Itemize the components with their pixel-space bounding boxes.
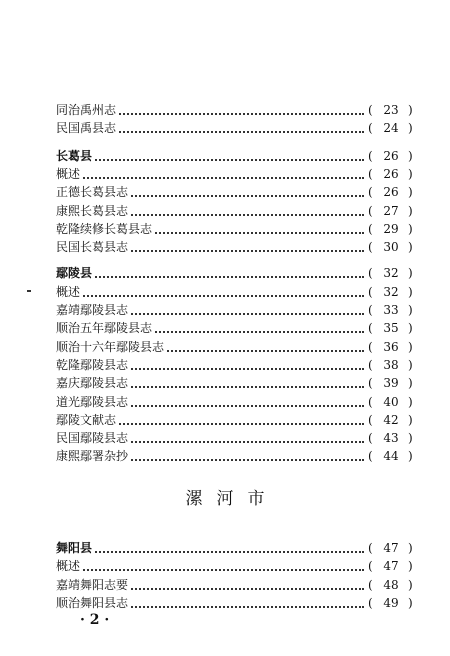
entry-title: 民国鄢陵县志	[56, 431, 129, 446]
close-bracket: )	[408, 240, 413, 255]
entry-title: 正德长葛县志	[56, 185, 129, 200]
close-bracket: )	[408, 376, 413, 391]
open-bracket: (	[368, 577, 373, 592]
entry-page-number: 32	[383, 266, 399, 281]
toc-heading	[56, 264, 416, 282]
open-bracket: (	[368, 303, 373, 317]
open-bracket: (	[368, 339, 373, 354]
entry-title: 顺治十六年鄢陵县志	[56, 339, 165, 354]
close-bracket: )	[408, 394, 413, 409]
open-bracket: (	[368, 559, 373, 574]
toc-entry	[56, 301, 416, 319]
close-bracket: )	[408, 103, 413, 117]
open-bracket: (	[368, 103, 373, 117]
open-bracket: (	[368, 148, 373, 163]
entry-title: 舞阳县	[56, 541, 93, 555]
open-bracket: (	[368, 321, 373, 336]
close-bracket: )	[408, 449, 413, 464]
entry-page-number: 30	[383, 240, 399, 255]
entry-title: 鄢陵文献志	[56, 412, 117, 427]
entry-page-number: 27	[383, 203, 399, 218]
close-bracket: )	[408, 321, 413, 336]
entry-title: 长葛县	[56, 148, 93, 163]
close-bracket: )	[408, 541, 413, 555]
entry-page-number: 44	[383, 449, 399, 464]
entry-page-number: 47	[383, 559, 399, 574]
close-bracket: )	[408, 203, 413, 218]
entry-page-number: 24	[383, 121, 399, 136]
entry-page-number: 32	[383, 284, 399, 299]
toc-entry	[56, 319, 416, 337]
close-bracket: )	[408, 185, 413, 200]
open-bracket: (	[368, 221, 373, 236]
close-bracket: )	[408, 221, 413, 236]
entry-title: 乾隆鄢陵县志	[56, 357, 129, 372]
close-bracket: )	[408, 595, 413, 610]
entry-title: 乾隆续修长葛县志	[56, 221, 153, 236]
toc-entry	[56, 447, 416, 465]
toc-entry	[56, 576, 416, 594]
toc-entry	[56, 238, 416, 256]
entry-page-number: 48	[383, 577, 399, 592]
toc-entry	[56, 429, 416, 447]
entry-page-number: 47	[383, 541, 399, 555]
open-bracket: (	[368, 240, 373, 255]
toc-heading	[56, 539, 416, 557]
close-bracket: )	[408, 303, 413, 317]
open-bracket: (	[368, 266, 373, 281]
close-bracket: )	[408, 266, 413, 281]
dot-leader	[56, 295, 364, 297]
section-title: 漯河市	[185, 489, 279, 509]
toc-heading	[56, 147, 416, 165]
scan-speck	[27, 290, 31, 292]
open-bracket: (	[368, 166, 373, 181]
entry-page-number: 40	[383, 394, 399, 409]
toc-entry	[56, 283, 416, 301]
entry-page-number: 43	[383, 431, 399, 446]
entry-title: 道光鄢陵县志	[56, 394, 129, 409]
toc-entry	[56, 356, 416, 374]
entry-title: 民国禹县志	[56, 121, 117, 136]
page-number: · 2 ·	[80, 612, 110, 628]
open-bracket: (	[368, 376, 373, 391]
entry-page-number: 42	[383, 412, 399, 427]
entry-page-number: 26	[383, 185, 399, 200]
open-bracket: (	[368, 449, 373, 464]
close-bracket: )	[408, 559, 413, 574]
close-bracket: )	[408, 121, 413, 136]
entry-page-number: 26	[383, 166, 399, 181]
open-bracket: (	[368, 394, 373, 409]
entry-title: 鄢陵县	[56, 266, 93, 281]
toc-entry	[56, 411, 416, 429]
close-bracket: )	[408, 284, 413, 299]
entry-title: 康熙长葛县志	[56, 203, 129, 218]
toc-entry	[56, 183, 416, 201]
entry-page-number: 26	[383, 148, 399, 163]
toc-entry	[56, 101, 416, 119]
close-bracket: )	[408, 357, 413, 372]
entry-title: 嘉靖鄢陵县志	[56, 303, 129, 317]
close-bracket: )	[408, 431, 413, 446]
entry-page-number: 39	[383, 376, 399, 391]
open-bracket: (	[368, 284, 373, 299]
open-bracket: (	[368, 185, 373, 200]
entry-title: 康熙鄢署杂抄	[56, 449, 129, 464]
toc-entry	[56, 165, 416, 183]
entry-title: 嘉庆鄢陵县志	[56, 376, 129, 391]
toc-entry	[56, 374, 416, 392]
open-bracket: (	[368, 412, 373, 427]
entry-title: 概述	[56, 166, 81, 181]
toc-entry	[56, 557, 416, 575]
dot-leader	[56, 159, 364, 161]
entry-page-number: 36	[383, 339, 399, 354]
open-bracket: (	[368, 431, 373, 446]
close-bracket: )	[408, 166, 413, 181]
open-bracket: (	[368, 121, 373, 136]
open-bracket: (	[368, 203, 373, 218]
entry-page-number: 33	[383, 303, 399, 317]
toc-entry	[56, 338, 416, 356]
dot-leader	[56, 177, 364, 179]
entry-page-number: 49	[383, 595, 399, 610]
toc-entry	[56, 220, 416, 238]
dot-leader	[56, 551, 364, 553]
entry-page-number: 29	[383, 221, 399, 236]
dot-leader	[56, 569, 364, 571]
close-bracket: )	[408, 339, 413, 354]
open-bracket: (	[368, 541, 373, 555]
entry-title: 顺治舞阳县志	[56, 595, 129, 610]
entry-title: 民国长葛县志	[56, 240, 129, 255]
close-bracket: )	[408, 148, 413, 163]
toc-entry	[56, 594, 416, 612]
close-bracket: )	[408, 412, 413, 427]
toc-entry	[56, 202, 416, 220]
entry-title: 嘉靖舞阳志要	[56, 577, 129, 592]
entry-title: 概述	[56, 284, 81, 299]
entry-page-number: 38	[383, 357, 399, 372]
entry-title: 同治禹州志	[56, 103, 117, 117]
toc-entry	[56, 119, 416, 137]
open-bracket: (	[368, 595, 373, 610]
entry-title: 顺治五年鄢陵县志	[56, 321, 153, 336]
entry-page-number: 23	[383, 103, 399, 117]
entry-page-number: 35	[383, 321, 399, 336]
close-bracket: )	[408, 577, 413, 592]
entry-title: 概述	[56, 559, 81, 574]
open-bracket: (	[368, 357, 373, 372]
toc-entry	[56, 393, 416, 411]
dot-leader	[56, 276, 364, 278]
